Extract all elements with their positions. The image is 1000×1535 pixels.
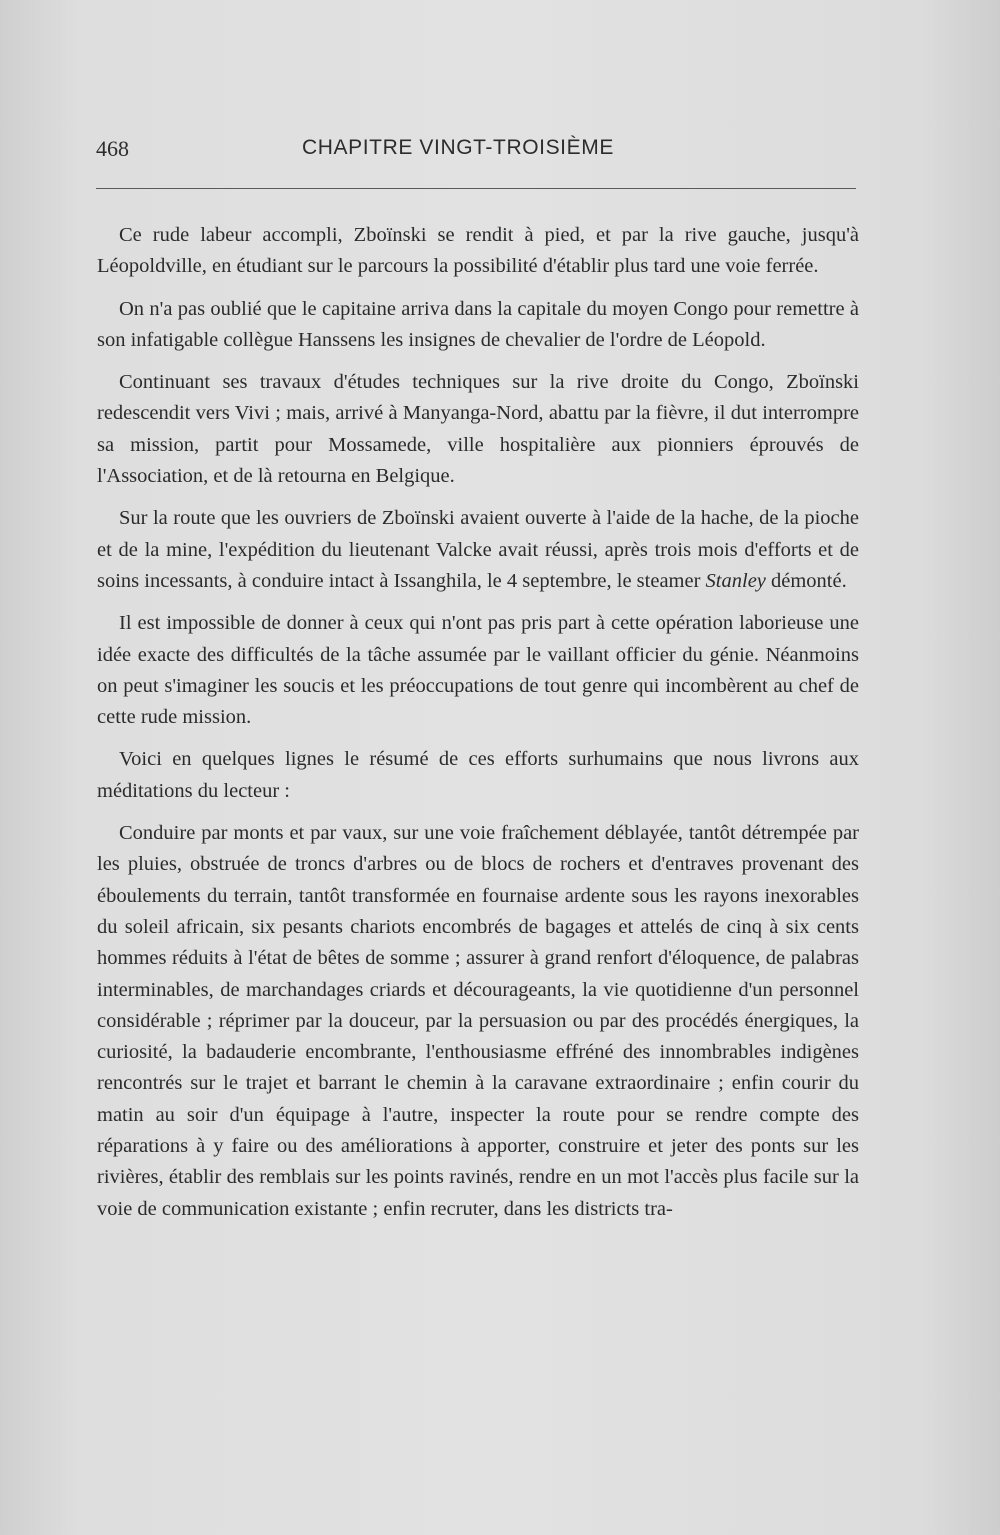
page-number: 468 — [96, 136, 129, 161]
page-header — [96, 136, 864, 166]
paragraph — [97, 503, 859, 597]
paragraph-text: Sur la route que les ouvriers de Zboïnski avaient ouverte à l'aide de la hache, de la pioche et de la mine, l'expédition du lieutenant Valcke avait réussi, après trois mois d'efforts et de soins incessants, à conduire intact à Issanghila, le 4 septembre, le steamer — [97, 507, 859, 592]
running-title: CHAPITRE VINGT-TROISIÈME — [302, 136, 614, 159]
paragraph: Continuant ses travaux d'études techniques sur la rive droite du Congo, Zboïnski redescendit vers Vivi ; mais, arrivé à Manyanga-Nord, abattu par la fièvre, il dut interrompre sa mission, partit pour Mossamede, ville hospitalière aux pionniers éprouvés de l'Association, et de là retourna en Belgique. — [97, 371, 859, 488]
paragraph: Il est impossible de donner à ceux qui n'ont pas pris part à cette opération laborieuse une idée exacte des difficultés de la tâche assumée par le vaillant officier du génie. Néanmoins on peut s'imaginer les soucis et les préoccupations de tout genre qui incombèrent au chef de cette rude mission. — [97, 612, 859, 729]
paragraph: On n'a pas oublié que le capitaine arriva dans la capitale du moyen Congo pour remettre à son infatigable collègue Hanssens les insignes de chevalier de l'ordre de Léopold. — [97, 297, 859, 351]
paragraph-text: démonté. — [765, 569, 847, 592]
body-text — [97, 220, 859, 1236]
ship-name: Stanley — [705, 569, 766, 592]
paragraph: Conduire par monts et par vaux, sur une voie fraîchement déblayée, tantôt détrempée par les pluies, obstruée de troncs d'arbres ou de blocs de rochers et d'entraves provenant des éboulements du terrain, tantôt transformée en fournaise ardente sous les rayons inexorables du soleil africain, six pesants chariots encombrés de bagages et attelés de cinq à six cents hommes réduits à l'état de bêtes de somme ; assurer à grand renfort d'éloquence, de palabras interminables, de marchandages criards et décourageants, la vie quotidienne d'un personnel considérable ; réprimer par la douceur, par la persuasion ou par des procédés énergiques, la curiosité, la badauderie encombrante, l'enthousiasme effréné des innombrables indigènes rencontrés sur le trajet et barrant le chemin à la caravane extraordinaire ; enfin courir du matin au soir d'un équipage à l'autre, inspecter la route pour se rendre compte des réparations à y faire ou des améliorations à apporter, construire et jeter des ponts sur les rivières, établir des remblais sur les points ravinés, rendre en un mot l'accès plus facile sur la voie de communication existante ; enfin recruter, dans les districts tra- — [97, 822, 859, 1220]
header-rule — [96, 188, 856, 189]
paragraph: Voici en quelques lignes le résumé de ces efforts surhumains que nous livrons aux méditations du lecteur : — [97, 748, 859, 802]
paragraph: Ce rude labeur accompli, Zboïnski se rendit à pied, et par la rive gauche, jusqu'à Léopoldville, en étudiant sur le parcours la possibilité d'établir plus tard une voie ferrée. — [97, 224, 859, 278]
